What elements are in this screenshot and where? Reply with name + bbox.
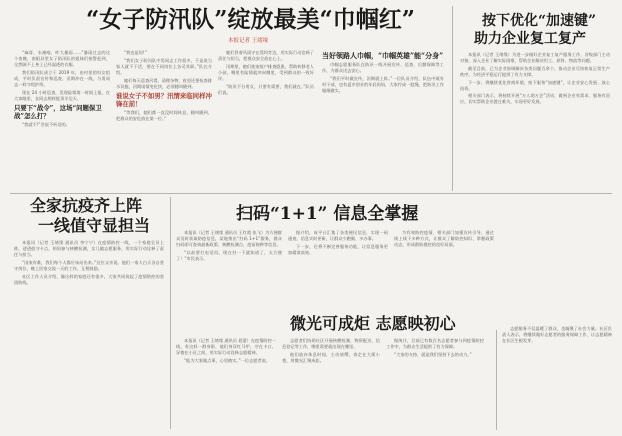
bottom-col-2 (282, 338, 380, 430)
column-divider (170, 197, 171, 429)
main-col2-para: 她们每天巡查河堤、清理杂物，夜里还要检查排水设施，汛期雨情变化快，必须随叫随到。 (116, 77, 212, 89)
left-para: 本报讯（记者 王绪缘 通讯员 李宁宁）在疫情防控一线，一个家庭全员上阵，爸爸值守卡点，妈妈参与核酸检测，女儿做志愿服务，用实际行动诠释了责任与担当。 (14, 240, 164, 258)
main-subhead-2: 谁说女子不如男？汛情来临同样冲锋在前！ (116, 91, 212, 108)
main-col3-para: “防汛不分男女，只要有需要，我们就在。”队员们说。 (218, 83, 314, 95)
main-subhead-1: 只要下“战令”，这场“问题保卫战”怎么打？ (14, 103, 102, 121)
main-headline: “女子防汛队”绽放最美“巾帼红” (86, 6, 415, 33)
right-story-body (460, 52, 610, 190)
center-col1-para: 本报讯（记者 王绪缘 通讯员 王红霞 张飞）为方便群众及时获取防疫信息，某地推出“扫码 1+1”服务，群众扫码即可查询最新政策、核酸检测点、疫苗接种等信息。 (176, 230, 282, 248)
main-col1-para: “麻哥，水淹啦，咋大暴雨……”暴雨过去的这个夜晚，南阳县里女子防汛队的姐妹们接警赶到，全然顾不上身上已经湿透的衣服。 (14, 50, 110, 68)
center-col3-para: 为有效防控疫情，相关部门加强宣传引导，通过线上线下多种方式，让群众了解防控知识、掌握政策动态，形成群防群控的良好局面。 (394, 230, 494, 248)
bottom-col3-para: 据统计，目前已有数百名志愿者参与到疫情防控工作中，为群众生活提供了有力保障。 (386, 338, 484, 350)
center-headline: 扫码“1+1” 信息全掌握 (236, 204, 419, 224)
right-para: 下一步，将继续优化营商环境，按下服务“加速键”，让企业安心发展、放心投资。 (460, 79, 610, 91)
main-col-2 (116, 50, 212, 188)
bottom-headline: 微光可成炬 志愿映初心 (290, 314, 456, 333)
main-col4-para: “我们平时做宣传，汛期就上阵。”一位队员介绍，队伍中既有村干部，也有返乡创业的年轻妈妈，大家拧成一股绳，把防汛工作做细做实。 (322, 75, 444, 94)
main-col2-para: “我也是妈!” (124, 50, 147, 55)
main-col-4 (322, 50, 444, 188)
center-col-1 (176, 230, 282, 330)
bottom-col2-para: 他们放弃休息时间，主动请缨，奔走在大街小巷，用微光汇聚成炬。 (282, 351, 380, 363)
main-col1-para: “我就不!”会说不听话的。 (22, 122, 70, 128)
column-divider (496, 330, 497, 430)
section-divider (10, 193, 612, 194)
right-headline-line2: 助力企业复工复产 (474, 31, 586, 47)
left-para: 社区工作人员介绍，像这样的家庭还有很多，大家共同筑起了疫情防控的坚固防线。 (14, 273, 164, 285)
right-para: 相关部门表示，将持续开展“万人助万企”活动，做到企业有需求、服务有回应，切实帮助企业渡过难关，实现更好发展。 (460, 93, 610, 105)
main-col1-para: 我们防汛队成立于 2019 年，由村里的妇女组成，平时负责宣传和巡查，汛期冲在一线，与男同志一样守堤护坝。 (14, 69, 110, 88)
left-story-body (14, 240, 164, 426)
right-para: 截至目前，已为企业协调解决各类问题百余个，推动企业尽快恢复正常生产秩序，为经济平稳运行提供了有力支撑。 (460, 65, 610, 77)
left-headline-line1: 全家抗疫齐上阵 (30, 196, 143, 215)
main-col2-para: “等我们，她们都一直没时间休息，随叫随到，把群众的安危放在第一位。” (116, 110, 212, 122)
main-col2-para: “我们女子防汛队中男同志工作很多，不是说当家人就不干活，要在不同岗位上各司其职。”队长介绍。 (116, 57, 212, 75)
bottom-col2-para: 志愿者们协助社区开展核酸检测、物资配送、信息登记等工作，哪里需要就出现在哪里。 (282, 338, 380, 350)
bottom-col1-para: “能为大家做点事，心里踏实。”一位志愿者说。 (184, 357, 270, 363)
main-col3-para: 汛期里，她们挨家挨户排查隐患，帮助转移老人小孩，哪里有险情就冲向哪里，受到群众的一致好评。 (218, 63, 314, 81)
center-col1-para: “以前要打电话问，现在扫一下就知道了，太方便了！”市民表示。 (176, 249, 282, 261)
left-para: “国家有难，我们每个人都应该站出来。”这位父亲说。他们一家人白天各自坚守岗位，晚上回家交流一天的工作，互相鼓励。 (14, 259, 164, 271)
center-col2-para: 下一步，还将不断完善服务功能，让信息服务更加精准高效。 (288, 243, 388, 255)
main-byline: 本报记者 王绪缘 (228, 38, 269, 44)
main-col-3 (218, 50, 314, 188)
left-headline-line2: 一线值守显担当 (38, 216, 151, 235)
main-col3-para: 她们冒着风雨守在堤坝旁边，用实际行动诠释了责任与担当，把群众安全放在心上。 (218, 50, 314, 62)
main-col4-title: 当好领路人巾帼，“巾帼英雄”能“分身” (322, 51, 444, 60)
right-headline-line1: 按下优化“加速键” (482, 13, 597, 29)
bottom-col3-para: “大家的支持，就是我们坚持下去的动力。” (394, 351, 472, 357)
bottom-col-1 (176, 338, 276, 430)
bottom-col-3 (386, 338, 484, 430)
center-col2-para: 据介绍，该平台汇集了各类便民信息，实现一码通查，信息实时更新，让群众少跑腿、多办事。 (288, 230, 388, 242)
bottom-col1-para: 本报讯（记者 王绪缘 通讯员 聂蕾）在疫情防控一线，有这样一群身影，他们身穿红马甲，守在卡口，穿梭在小区之间，用实际行动诠释志愿精神。 (176, 338, 276, 356)
main-col4-para: 巾帼志愿服务队在防汛一线开展宣传、巡查、后勤保障等工作，为群众送去安心。 (322, 62, 444, 74)
main-col-1 (14, 50, 110, 188)
main-col1-para: 现在 24 小时巡查，发现险情第一时间上报，在大家眼里，女同志照样能顶半边天。 (14, 89, 110, 101)
column-divider (452, 6, 453, 191)
right-para: 本报讯（记者 王绪缘）为进一步做好企业复工复产服务工作，各级部门主动对接，深入企业了解实际困难，帮助企业解决用工、原料、物流等问题。 (460, 52, 610, 64)
bottom-col4-para: 志愿服务不仅温暖了群众，也凝聚了社会力量。社区负责人表示，将继续做好志愿者的服务保障工作，让志愿精神在社区生根发芽。 (502, 326, 612, 344)
bottom-col-4 (502, 326, 612, 430)
